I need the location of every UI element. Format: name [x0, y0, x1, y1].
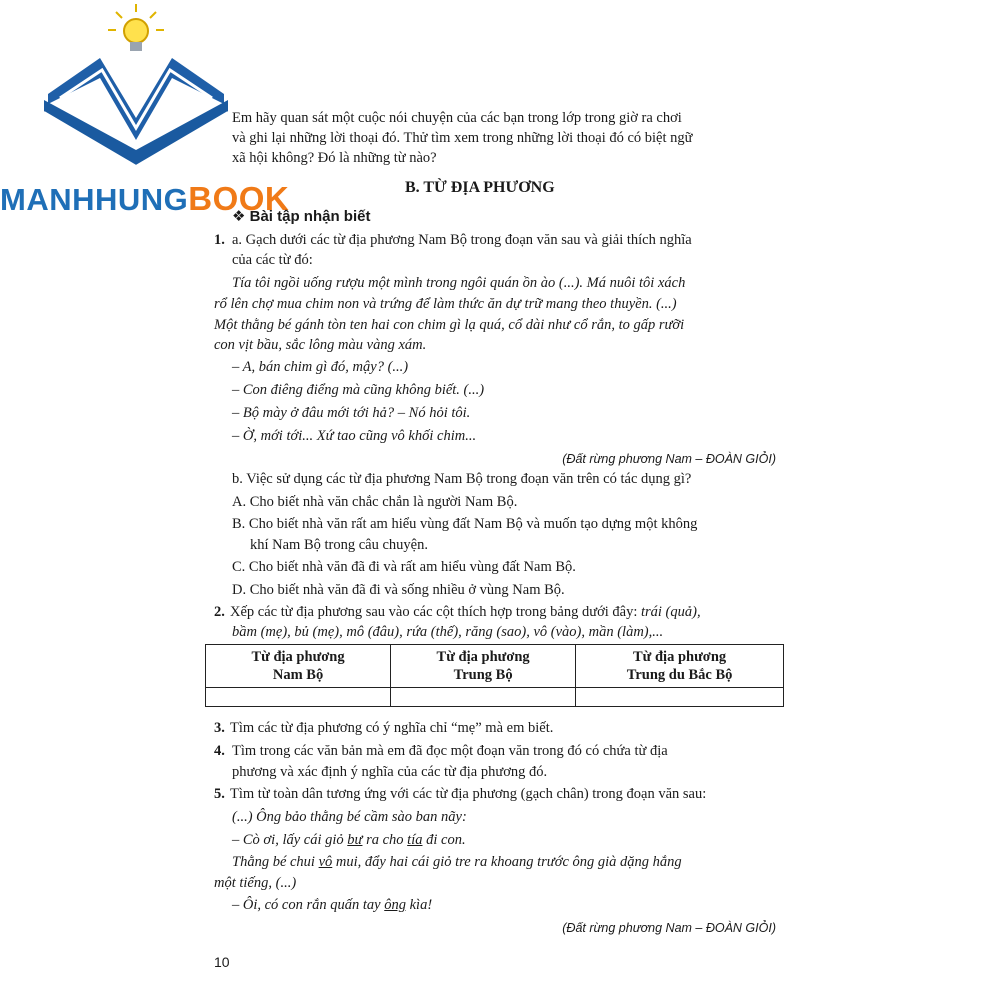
header-line: Trung Bộ [453, 667, 513, 683]
passage-line-1: Tía tôi ngồi uống rượu một mình trong ngôi quán ồn ào (...). Má nuôi tôi xách [232, 275, 686, 291]
q5-source: (Đất rừng phương Nam – ĐOÀN GIỎI) [562, 921, 776, 935]
q2-line-1-italic: trái (quả), [640, 604, 701, 620]
table-header-cell [576, 645, 784, 688]
q4-line-2: phương và xác định ý nghĩa của các từ địa phương đó. [232, 764, 548, 780]
passage-line-3: Một thằng bé gánh tòn ten hai con chim gì lạ quá, cổ dài như cổ rắn, to gấp rưỡi [214, 317, 685, 333]
q1b-option-d: D. Cho biết nhà văn đã đi và sống nhiều ở vùng Nam Bộ. [232, 582, 565, 598]
dialogue-line-2: – Con điêng điểng mà cũng không biết. (...) [232, 382, 485, 398]
underlined-dialect-word: ông [384, 897, 406, 913]
intro-line-2: và ghi lại những lời thoại đó. Thử tìm xem trong những lời thoại đó có biệt ngữ [232, 130, 693, 146]
table-header-cell [391, 645, 576, 688]
header-line: Từ địa phương [251, 649, 345, 665]
q1b-question: b. Việc sử dụng các từ địa phương Nam Bộ trong đoạn văn trên có tác dụng gì? [232, 471, 692, 487]
q5-line-3 [232, 852, 682, 872]
q2-number: 2. [214, 604, 225, 620]
q2-line-1 [230, 602, 701, 622]
passage-line-2: rổ lên chợ mua chim non và trứng để làm thức ăn dự trữ mang theo thuyền. (...) [214, 296, 677, 312]
q1b-option-b: B. Cho biết nhà văn rất am hiểu vùng đất Nam Bộ và muốn tạo dựng một không [232, 516, 698, 532]
header-line: Nam Bộ [272, 667, 324, 683]
dialogue-line-4: – Ờ, mới tới... Xứ tao cũng vô khối chim... [232, 428, 477, 444]
underlined-dialect-word: vô [318, 854, 333, 870]
intro-line-3: xã hội không? Đó là những từ nào? [232, 150, 437, 166]
q1-source: (Đất rừng phương Nam – ĐOÀN GIỎI) [562, 452, 776, 466]
dialogue-line-3: – Bộ mày ở đâu mới tới hả? – Nó hỏi tôi. [232, 405, 471, 421]
underlined-dialect-word: tía [407, 832, 423, 848]
table-cell [391, 688, 576, 707]
header-line: Trung du Bắc Bộ [626, 667, 733, 683]
q5-line-5 [232, 895, 432, 915]
q4-line-1: Tìm trong các văn bản mà em đã đọc một đoạn văn trong đó có chứa từ địa [232, 743, 668, 759]
q5-line-4: một tiếng, (...) [214, 875, 297, 891]
q2-line-1-text: Xếp các từ địa phương sau vào các cột thích hợp trong bảng dưới đây: [230, 604, 641, 620]
table-header-cell [206, 645, 391, 688]
q5-line-5-text: – Ôi, có con rắn quấn tay [232, 897, 385, 913]
subsection-title: ❖ Bài tập nhận biết [232, 208, 371, 225]
q5-number: 5. [214, 786, 225, 802]
q2-line-2: bầm (mẹ), bủ (mẹ), mô (đâu), rứa (thế), răng (sao), vô (vào), mần (làm),... [232, 624, 664, 640]
q1-number: 1. [214, 232, 225, 248]
q5-line-2-text: ra cho [362, 832, 408, 848]
q3-text: Tìm các từ địa phương có ý nghĩa chỉ “mẹ” mà em biết. [230, 720, 554, 736]
header-line: Từ địa phương [633, 649, 727, 665]
section-title: B. TỪ ĐỊA PHƯƠNG [405, 179, 555, 196]
q5-line-2-text: đi con. [422, 832, 466, 848]
dialogue-line-1: – A, bán chim gì đó, mậy? (...) [232, 359, 409, 375]
q5-line-2-text: – Cò ơi, lấy cái giỏ [232, 832, 348, 848]
q1b-option-c: C. Cho biết nhà văn đã đi và rất am hiểu vùng đất Nam Bộ. [232, 559, 576, 575]
q1a-line-1: a. Gạch dưới các từ địa phương Nam Bộ trong đoạn văn sau và giải thích nghĩa [232, 232, 692, 248]
page-number: 10 [214, 954, 230, 970]
q1a-line-2: của các từ đó: [232, 252, 313, 268]
table-header-row [206, 645, 784, 688]
q5-text: Tìm từ toàn dân tương ứng với các từ địa phương (gạch chân) trong đoạn văn sau: [230, 786, 707, 802]
table-cell [576, 688, 784, 707]
q4-number: 4. [214, 743, 225, 759]
underlined-dialect-word: bư [347, 832, 363, 848]
q1b-option-b-cont: khí Nam Bộ trong câu chuyện. [250, 537, 428, 553]
q5-line-3-text: Thằng bé chui [232, 854, 319, 870]
passage-line-4: con vịt bầu, sắc lông màu vàng xám. [214, 337, 427, 353]
q5-line-3-text: mui, đẩy hai cái giỏ tre ra khoang trước ông già dặng hắng [332, 854, 682, 870]
q5-line-5-text: kìa! [405, 897, 433, 913]
table-cell [206, 688, 391, 707]
intro-line-1: Em hãy quan sát một cuộc nói chuyện của các bạn trong lớp trong giờ ra chơi [232, 110, 682, 126]
logo-text-manhhung: MANHHUNG [0, 182, 189, 217]
q5-line-2 [232, 830, 466, 850]
table-row [206, 688, 784, 707]
header-line: Từ địa phương [436, 649, 530, 665]
open-book-lightbulb-icon [40, 0, 240, 180]
q3-number: 3. [214, 720, 225, 736]
logo-text-book: BOOK [188, 180, 290, 217]
q1b-option-a: A. Cho biết nhà văn chắc chắn là người Nam Bộ. [232, 494, 518, 510]
q5-line-1: (...) Ông bảo thằng bé cầm sào ban nãy: [232, 809, 467, 825]
dialect-table [205, 644, 784, 707]
